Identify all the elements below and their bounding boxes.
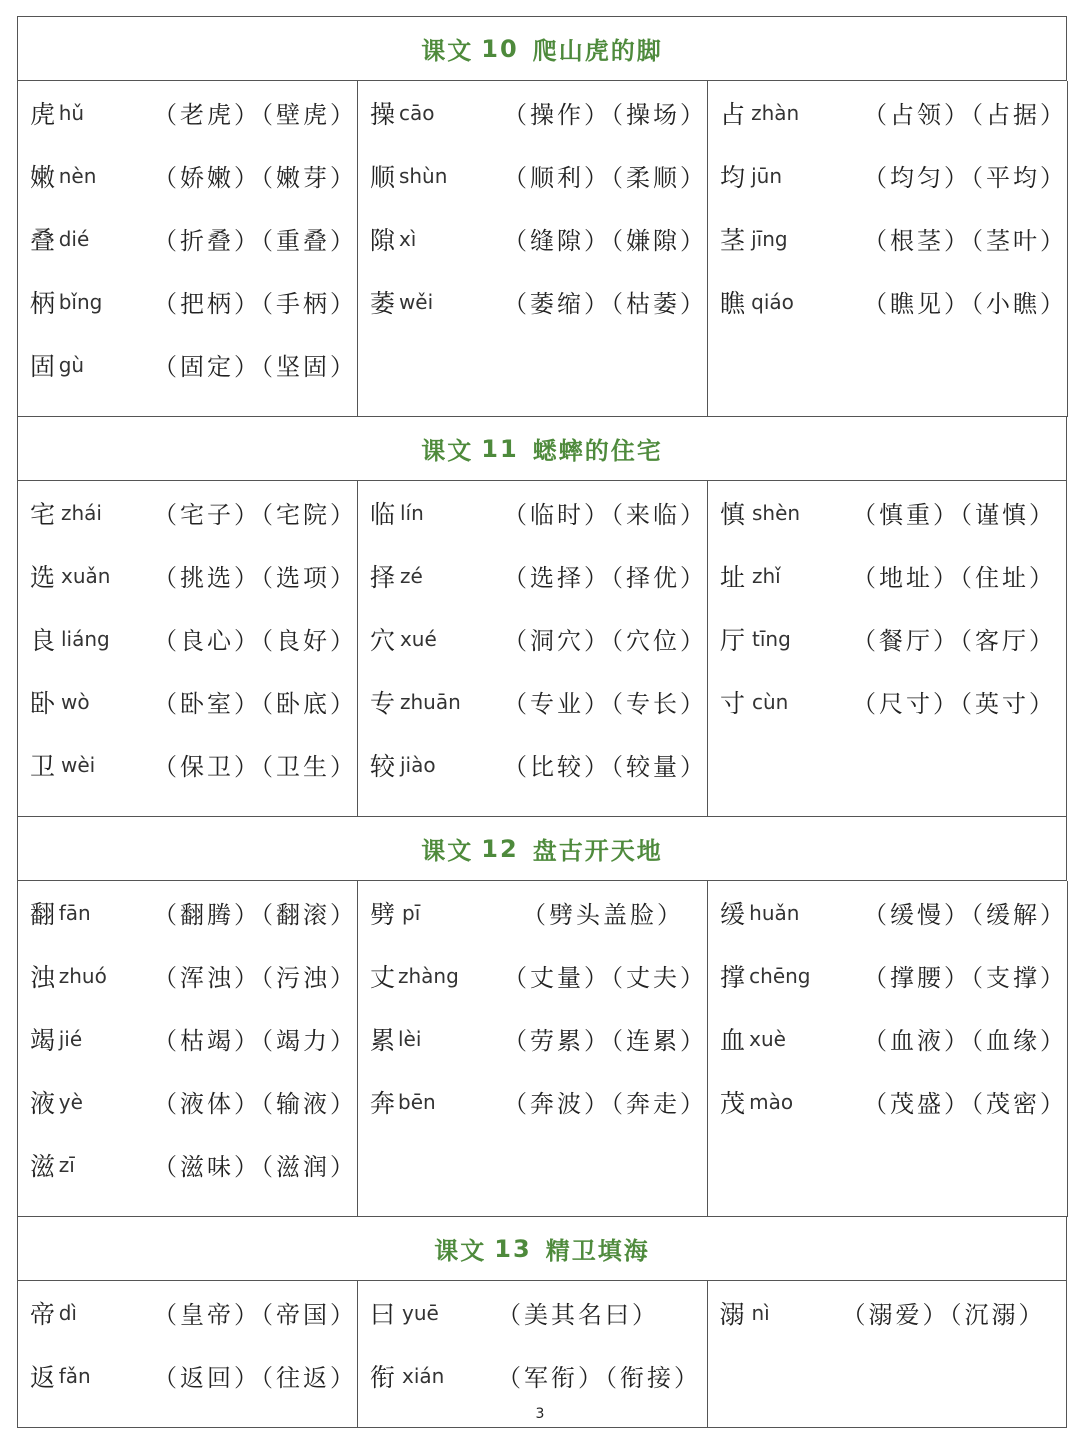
- pinyin: jié: [58, 1027, 83, 1051]
- word-entry: [370, 284, 707, 347]
- lesson-name: 精卫填海: [545, 1237, 650, 1265]
- pinyin: shùn: [398, 164, 448, 188]
- word-groups: （浑浊）（污浊）: [153, 964, 357, 992]
- word-column: [358, 881, 708, 1217]
- word-entry: [30, 1295, 357, 1358]
- lesson-prefix: 课文: [421, 37, 474, 65]
- lesson-row: [18, 481, 1067, 817]
- character: 衔: [370, 1363, 396, 1392]
- character: 厅: [720, 626, 746, 655]
- pinyin: dì: [58, 1301, 77, 1325]
- word-entry: [30, 284, 357, 347]
- character: 卫: [30, 752, 56, 781]
- word-groups: （枯竭）（竭力）: [153, 1027, 357, 1055]
- page-number: 3: [535, 1406, 545, 1422]
- word-entry: [720, 284, 1067, 347]
- word-groups: （茂盛）（茂密）: [863, 1090, 1067, 1118]
- lesson-number: 12: [481, 834, 519, 863]
- character: 均: [720, 163, 746, 192]
- character: 隙: [370, 226, 396, 255]
- pinyin: wèi: [60, 753, 96, 777]
- word-entry: [370, 958, 707, 1021]
- character: 萎: [370, 289, 396, 318]
- character: 顺: [370, 163, 396, 192]
- character: 浊: [30, 963, 56, 992]
- word-groups: （血液）（血缘）: [863, 1027, 1067, 1055]
- character: 奔: [370, 1089, 396, 1118]
- word-entry: [370, 621, 707, 684]
- word-entry: [720, 1084, 1067, 1147]
- lesson-title: [18, 1217, 1067, 1281]
- pinyin: zhái: [60, 501, 102, 525]
- pinyin: zī: [58, 1153, 75, 1177]
- pinyin: jīng: [751, 227, 788, 251]
- character: 血: [720, 1026, 746, 1055]
- pinyin: xuǎn: [60, 564, 111, 588]
- lesson-prefix: 课文: [421, 437, 474, 465]
- word-entry: [30, 221, 357, 284]
- word-groups: （军衔）（衔接）: [497, 1364, 701, 1392]
- character: 溺: [719, 1300, 745, 1329]
- pinyin: dié: [58, 227, 90, 251]
- word-groups: （良心）（良好）: [153, 627, 357, 655]
- word-groups: （奔波）（奔走）: [503, 1090, 707, 1118]
- word-groups: （尺寸）（英寸）: [852, 690, 1056, 718]
- character: 择: [370, 563, 396, 592]
- lesson-name: 爬山虎的脚: [532, 37, 663, 65]
- word-column: [18, 81, 358, 417]
- word-groups: （餐厅）（客厅）: [852, 627, 1056, 655]
- character: 嫩: [30, 163, 56, 192]
- pinyin: jūn: [751, 164, 783, 188]
- word-groups: （瞧见）（小瞧）: [863, 290, 1067, 318]
- character: 址: [720, 563, 746, 592]
- lesson-name: 蟋蟀的住宅: [532, 437, 663, 465]
- word-entry: [370, 95, 707, 158]
- word-groups: （固定）（坚固）: [153, 353, 357, 381]
- character: 撑: [720, 963, 746, 992]
- pinyin: lín: [399, 501, 424, 525]
- pinyin: zhàn: [751, 101, 800, 125]
- word-entry: [30, 621, 357, 684]
- word-entry: [720, 895, 1067, 958]
- pinyin: bēn: [398, 1090, 436, 1114]
- word-groups: （返回）（往返）: [153, 1364, 357, 1392]
- word-entry: [720, 1295, 1067, 1358]
- character: 叠: [30, 226, 56, 255]
- character: 茂: [720, 1089, 746, 1118]
- word-entry: [370, 1084, 707, 1147]
- word-groups: （操作）（操场）: [503, 101, 707, 129]
- word-groups: （液体）（输液）: [153, 1090, 357, 1118]
- pinyin: cāo: [398, 101, 435, 125]
- pinyin: shèn: [752, 501, 801, 525]
- character: 虎: [30, 100, 56, 129]
- word-entry: [30, 347, 357, 410]
- word-entry: [720, 95, 1067, 158]
- word-groups: （劈头盖脸）: [522, 901, 684, 929]
- word-entry: [370, 895, 707, 958]
- word-entry: [30, 895, 357, 958]
- word-entry: [370, 1021, 707, 1084]
- word-entry: [370, 221, 707, 284]
- word-groups: （宅子）（宅院）: [153, 501, 357, 529]
- word-column: [358, 481, 708, 817]
- character: 液: [30, 1089, 56, 1118]
- word-groups: （顺利）（柔顺）: [503, 164, 707, 192]
- word-entry: [370, 684, 707, 747]
- word-groups: （洞穴）（穴位）: [503, 627, 707, 655]
- pinyin: fǎn: [58, 1364, 91, 1388]
- character: 劈: [370, 900, 396, 929]
- lesson-number: 11: [481, 434, 519, 463]
- word-entry: [30, 684, 357, 747]
- word-groups: （老虎）（壁虎）: [153, 101, 357, 129]
- character: 占: [720, 100, 746, 129]
- pinyin: chēng: [749, 964, 811, 988]
- pinyin: zhuān: [399, 690, 461, 714]
- character: 茎: [720, 226, 746, 255]
- word-groups: （地址）（住址）: [852, 564, 1056, 592]
- pinyin: zé: [399, 564, 423, 588]
- word-column: [18, 881, 358, 1217]
- word-entry: [720, 684, 1066, 747]
- word-groups: （卧室）（卧底）: [153, 690, 357, 718]
- pinyin: nèn: [58, 164, 97, 188]
- word-entry: [720, 621, 1066, 684]
- word-entry: [30, 747, 357, 810]
- character: 返: [30, 1363, 56, 1392]
- pinyin: cùn: [752, 690, 789, 714]
- word-groups: （美其名曰）: [497, 1301, 659, 1329]
- character: 较: [370, 752, 396, 781]
- word-groups: （翻腾）（翻滚）: [153, 901, 357, 929]
- word-groups: （均匀）（平均）: [863, 164, 1067, 192]
- pinyin: wěi: [398, 290, 434, 314]
- word-entry: [30, 558, 357, 621]
- word-entry: [720, 558, 1066, 621]
- character: 翻: [30, 900, 56, 929]
- word-column: [358, 81, 708, 417]
- pinyin: xué: [399, 627, 437, 651]
- word-groups: （比较）（较量）: [503, 753, 707, 781]
- character: 宅: [30, 500, 56, 529]
- word-entry: [720, 221, 1067, 284]
- word-groups: （溺爱）（沉溺）: [841, 1301, 1046, 1329]
- word-groups: （根茎）（茎叶）: [863, 227, 1067, 255]
- character: 瞧: [720, 289, 746, 318]
- character: 专: [370, 689, 396, 718]
- pinyin: jiào: [399, 753, 436, 777]
- character: 良: [30, 626, 56, 655]
- pinyin: mào: [749, 1090, 794, 1114]
- pinyin: yè: [58, 1090, 83, 1114]
- pinyin: gù: [58, 353, 85, 377]
- word-column: [708, 81, 1068, 417]
- pinyin: hǔ: [58, 101, 85, 125]
- word-entry: [30, 1084, 357, 1147]
- pinyin: lèi: [398, 1027, 422, 1051]
- character: 寸: [720, 689, 746, 718]
- word-groups: （临时）（来临）: [503, 501, 707, 529]
- word-column: [18, 481, 358, 817]
- word-groups: （缝隙）（嫌隙）: [503, 227, 707, 255]
- lesson-title: [18, 817, 1067, 881]
- word-groups: （折叠）（重叠）: [153, 227, 357, 255]
- pinyin: pī: [402, 901, 421, 925]
- word-groups: （撑腰）（支撑）: [863, 964, 1067, 992]
- lesson-prefix: 课文: [434, 1237, 487, 1265]
- pinyin: xián: [402, 1364, 445, 1388]
- vocabulary-table: [17, 16, 1067, 1428]
- word-groups: （娇嫩）（嫩芽）: [153, 164, 357, 192]
- word-column: [708, 881, 1068, 1217]
- word-entry: [370, 495, 707, 558]
- word-entry: [370, 1295, 707, 1358]
- word-entry: [720, 158, 1067, 221]
- word-groups: （皇帝）（帝国）: [153, 1301, 357, 1329]
- pinyin: liáng: [60, 627, 110, 651]
- word-entry: [370, 558, 707, 621]
- character: 卧: [30, 689, 56, 718]
- character: 竭: [30, 1026, 56, 1055]
- word-groups: （占领）（占据）: [863, 101, 1067, 129]
- pinyin: xì: [398, 227, 417, 251]
- word-groups: （选择）（择优）: [503, 564, 707, 592]
- word-groups: （专业）（专长）: [503, 690, 707, 718]
- word-entry: [30, 158, 357, 221]
- word-groups: （挑选）（选项）: [153, 564, 357, 592]
- pinyin: xuè: [749, 1027, 786, 1051]
- word-groups: （萎缩）（枯萎）: [503, 290, 707, 318]
- pinyin: qiáo: [751, 290, 794, 314]
- character: 曰: [370, 1300, 396, 1329]
- word-entry: [30, 95, 357, 158]
- pinyin: zhàng: [398, 964, 459, 988]
- character: 滋: [30, 1152, 56, 1181]
- word-groups: （滋味）（滋润）: [153, 1153, 357, 1181]
- character: 选: [30, 563, 56, 592]
- character: 临: [370, 500, 396, 529]
- character: 丈: [370, 963, 396, 992]
- word-groups: （慎重）（谨慎）: [852, 501, 1056, 529]
- word-groups: （劳累）（连累）: [503, 1027, 707, 1055]
- lesson-title: [18, 17, 1067, 81]
- word-entry: [720, 958, 1067, 1021]
- pinyin: tīng: [752, 627, 791, 651]
- lesson-number: 13: [494, 1234, 532, 1263]
- character: 柄: [30, 289, 56, 318]
- character: 操: [370, 100, 396, 129]
- pinyin: fān: [58, 901, 91, 925]
- word-column: [708, 481, 1067, 817]
- word-entry: [720, 495, 1066, 558]
- lesson-name: 盘古开天地: [532, 837, 663, 865]
- lesson-prefix: 课文: [421, 837, 474, 865]
- word-groups: （把柄）（手柄）: [153, 290, 357, 318]
- character: 累: [370, 1026, 396, 1055]
- pinyin: yuē: [402, 1301, 439, 1325]
- word-entry: [30, 1021, 357, 1084]
- word-entry: [370, 747, 707, 810]
- word-entry: [30, 495, 357, 558]
- character: 固: [30, 352, 56, 381]
- character: 帝: [30, 1300, 56, 1329]
- word-entry: [370, 158, 707, 221]
- character: 穴: [370, 626, 396, 655]
- lesson-title: [18, 417, 1067, 481]
- word-groups: （缓慢）（缓解）: [863, 901, 1067, 929]
- word-entry: [30, 1147, 357, 1210]
- lesson-row: [18, 81, 1067, 417]
- character: 缓: [720, 900, 746, 929]
- lesson-row: [18, 881, 1067, 1217]
- pinyin: bǐng: [58, 290, 103, 314]
- lesson-number: 10: [481, 34, 519, 63]
- word-entry: [30, 958, 357, 1021]
- pinyin: zhuó: [58, 964, 107, 988]
- word-groups: （保卫）（卫生）: [153, 753, 357, 781]
- pinyin: huǎn: [749, 901, 800, 925]
- pinyin: zhǐ: [752, 564, 781, 588]
- pinyin: nì: [751, 1301, 770, 1325]
- word-entry: [720, 1021, 1067, 1084]
- pinyin: wò: [60, 690, 90, 714]
- character: 慎: [720, 500, 746, 529]
- word-groups: （丈量）（丈夫）: [503, 964, 707, 992]
